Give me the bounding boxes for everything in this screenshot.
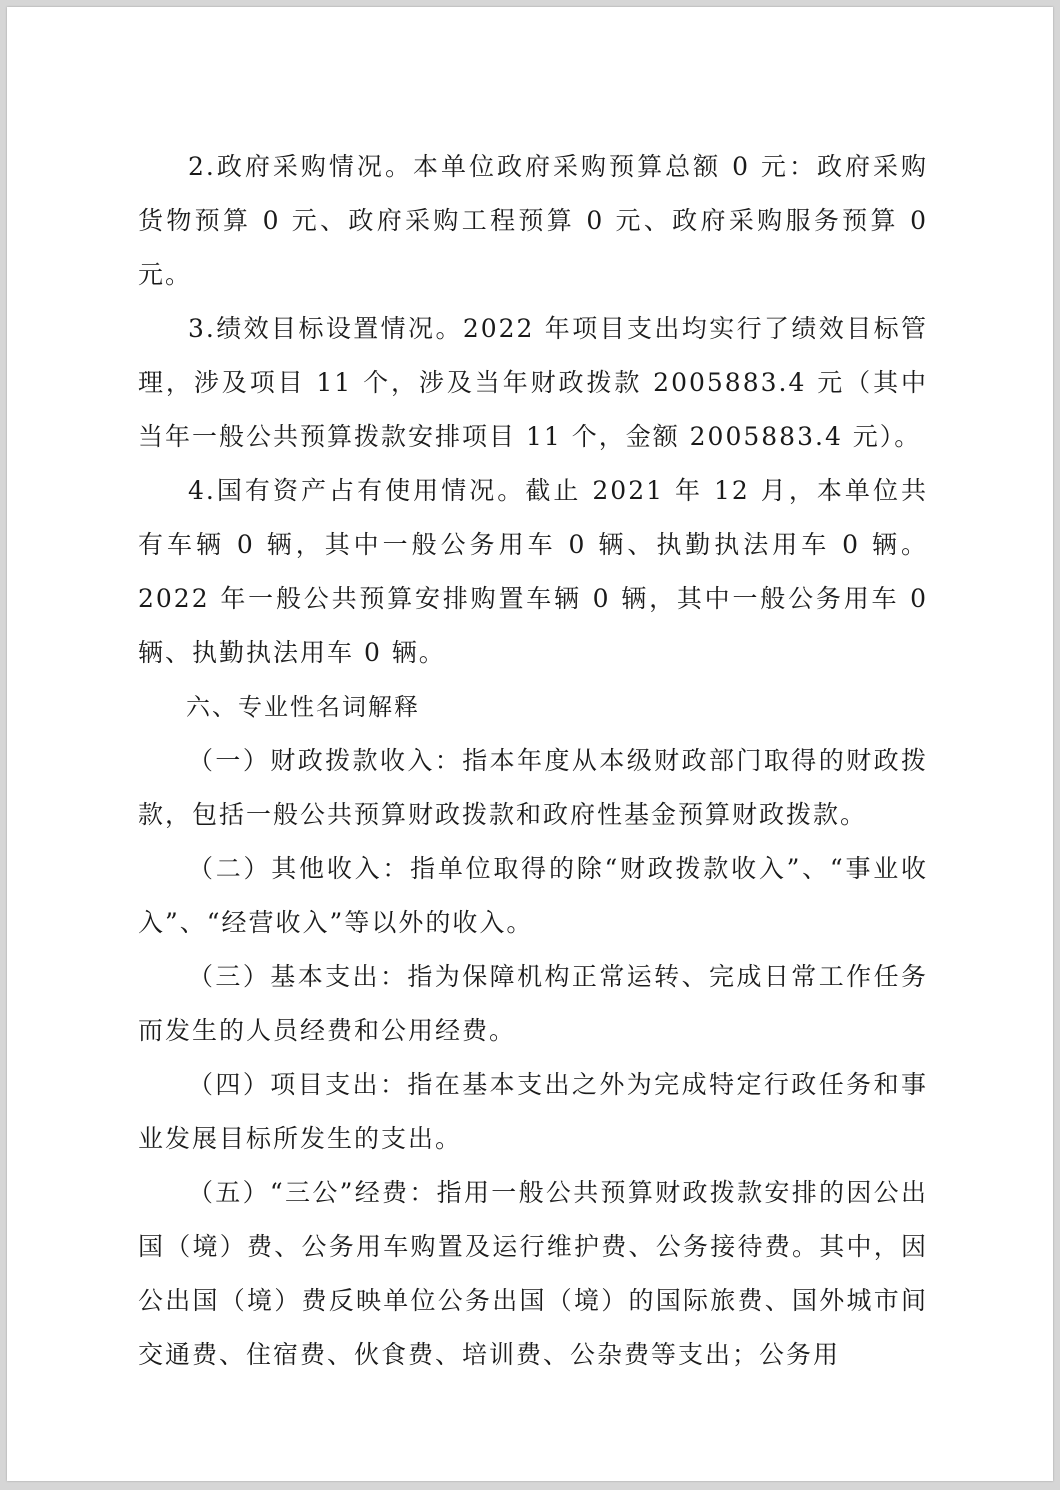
paragraph-state-assets: 4.国有资产占有使用情况。截止 2021 年 12 月，本单位共有车辆 0 辆，其中一般公务用车 0 辆、执勤执法用车 0 辆。2022 年一般公共预算安排购置车辆 0 辆，其中一般公务用车 0 辆、执勤执法用车 0 辆。	[138, 476, 928, 667]
definition-basic-expenditure: （三）基本支出：指为保障机构正常运转、完成日常工作任务而发生的人员经费和公用经费。	[138, 962, 928, 1045]
paragraph-performance-targets: 3.绩效目标设置情况。2022 年项目支出均实行了绩效目标管理，涉及项目 11 个，涉及当年财政拨款 2005883.4 元（其中当年一般公共预算拨款安排项目 11 个，金额 2005883.4 元）。	[138, 314, 928, 451]
paragraph-government-procurement: 2.政府采购情况。本单位政府采购预算总额 0 元：政府采购货物预算 0 元、政府采购工程预算 0 元、政府采购服务预算 0 元。	[138, 152, 928, 289]
document-body	[138, 140, 928, 1382]
definition-fiscal-appropriation-income: （一）财政拨款收入：指本年度从本级财政部门取得的财政拨款，包括一般公共预算财政拨款和政府性基金预算财政拨款。	[138, 746, 928, 829]
definition-three-public-expenses: （五）“三公”经费：指用一般公共预算财政拨款安排的因公出国（境）费、公务用车购置及运行维护费、公务接待费。其中，因公出国（境）费反映单位公务出国（境）的国际旅费、国外城市间交通费、住宿费、伙食费、培训费、公杂费等支出；公务用	[138, 1178, 928, 1369]
document-page	[7, 7, 1053, 1481]
definition-other-income: （二）其他收入：指单位取得的除“财政拨款收入”、“事业收入”、“经营收入”等以外的收入。	[138, 854, 928, 937]
section-heading-terms: 六、专业性名词解释	[186, 693, 420, 721]
definition-project-expenditure: （四）项目支出：指在基本支出之外为完成特定行政任务和事业发展目标所发生的支出。	[138, 1070, 928, 1153]
